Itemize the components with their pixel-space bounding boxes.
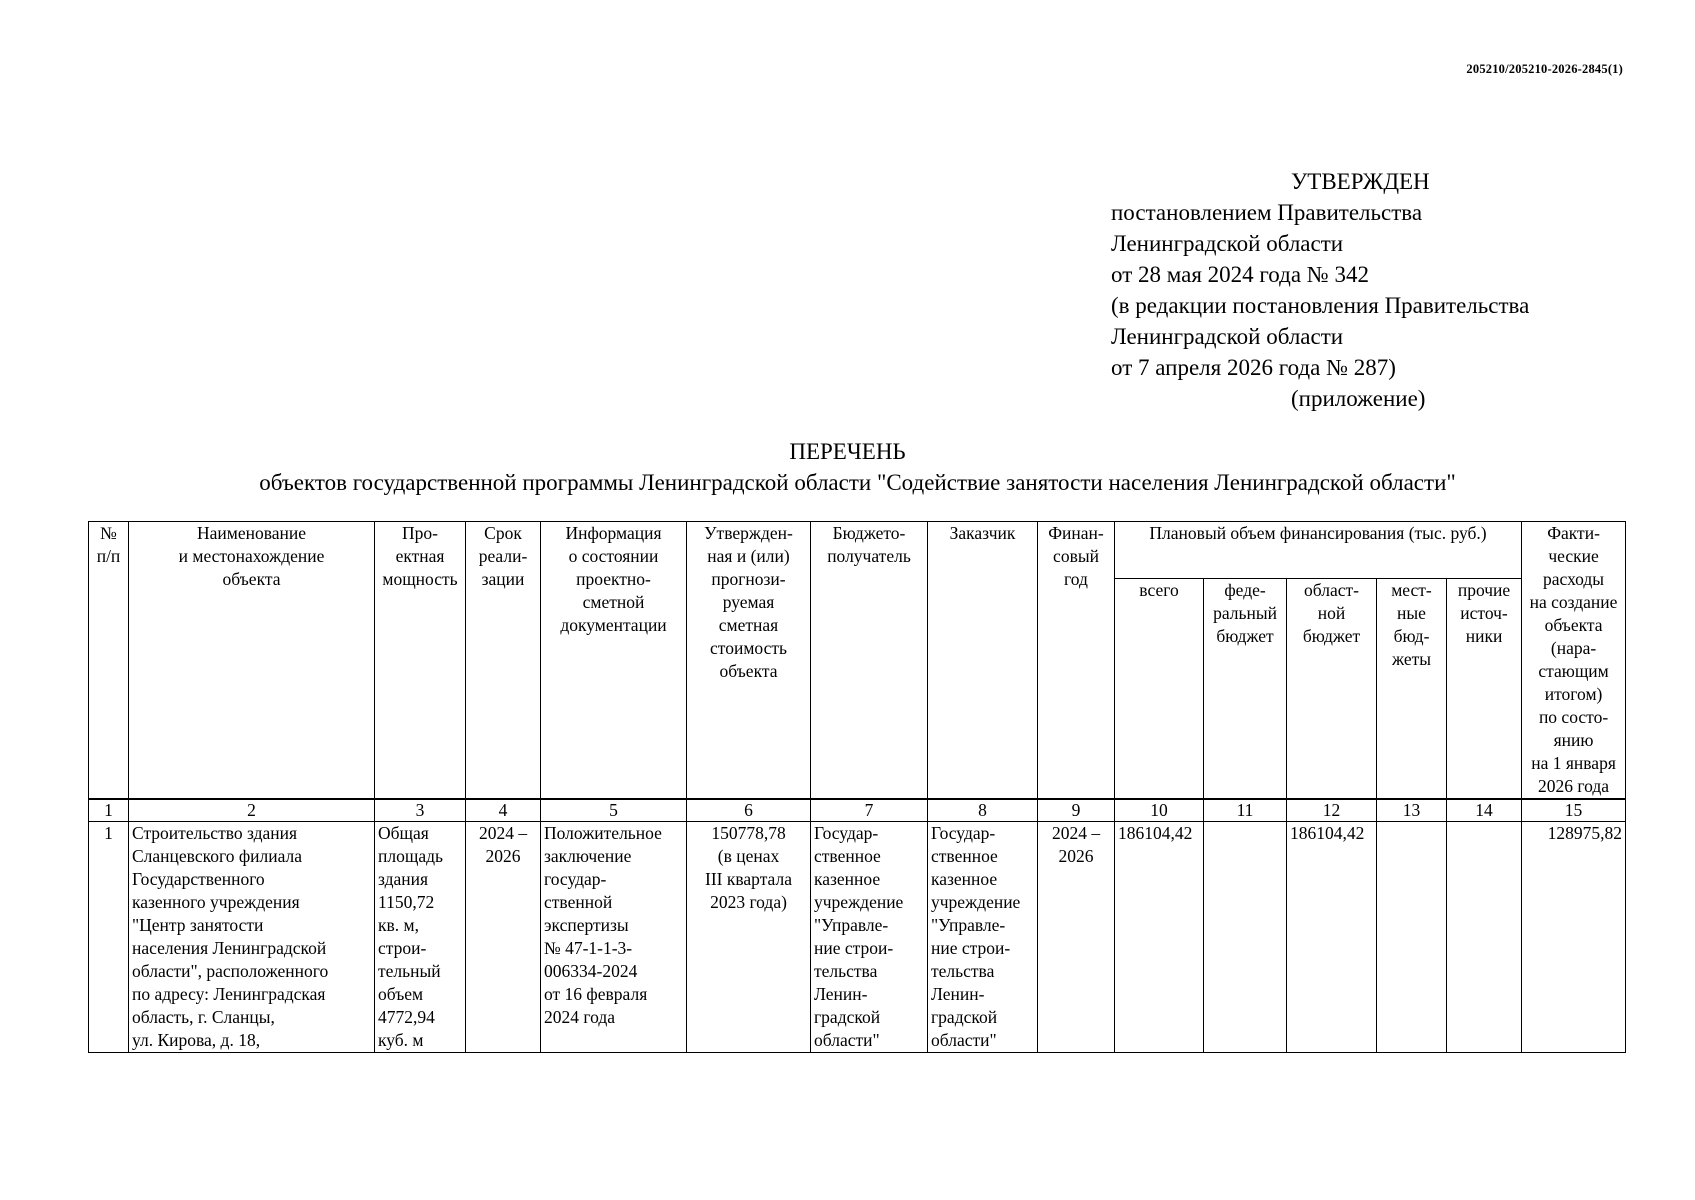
column-number: 12 [1287,799,1377,822]
row-regional: 186104,42 [1287,822,1377,1053]
header-other: прочие источ- ники [1447,578,1522,799]
approval-line-4: (в редакции постановления Правительства [1111,293,1530,318]
column-number: 1 [89,799,129,822]
row-other [1447,822,1522,1053]
objects-table [88,521,1626,1053]
column-number: 11 [1204,799,1287,822]
approval-line-6: от 7 апреля 2026 года № 287) [1111,355,1396,380]
column-number: 10 [1115,799,1204,822]
approval-line-5: Ленинградской области [1111,324,1344,349]
document-id: 205210/205210-2026-2845(1) [1466,62,1623,76]
approval-line-3: от 28 мая 2024 года № 342 [1111,262,1369,287]
row-local [1377,822,1447,1053]
header-local: мест- ные бюд- жеты [1377,578,1447,799]
column-number: 15 [1522,799,1626,822]
column-number: 14 [1447,799,1522,822]
approval-line-2: Ленинградской области [1111,231,1344,256]
column-number: 3 [375,799,466,822]
row-cost: 150778,78 (в ценах III квартала 2023 года) [687,822,811,1053]
row-term: 2024 – 2026 [466,822,541,1053]
column-number: 9 [1038,799,1115,822]
row-capacity: Общая площадь здания 1150,72 кв. м, строи- тельный объем 4772,94 куб. м [375,822,466,1053]
row-recipient: Государ- ственное казенное учреждение "Управле- ние строи- тельства Ленин- градской области" [811,822,928,1053]
header-name: Наименование и местонахождение объекта [129,522,375,800]
row-fin-year: 2024 – 2026 [1038,822,1115,1053]
header-capacity: Про- ектная мощность [375,522,466,800]
table-row [89,822,1626,1053]
column-numbers-row [89,799,1626,822]
document-title [0,436,1695,498]
column-number: 7 [811,799,928,822]
column-number: 5 [541,799,687,822]
header-fin-year: Финан- совый год [1038,522,1115,800]
row-federal [1204,822,1287,1053]
header-recipient: Бюджето- получатель [811,522,928,800]
row-actual: 128975,82 [1522,822,1626,1053]
approval-appendix: (приложение) [1291,386,1426,411]
title-heading: ПЕРЕЧЕНЬ [789,439,906,464]
header-docs-info: Информация о состоянии проектно- сметной документации [541,522,687,800]
header-federal: феде- ральный бюджет [1204,578,1287,799]
header-customer: Заказчик [928,522,1038,800]
row-num: 1 [89,822,129,1053]
column-number: 6 [687,799,811,822]
column-number: 2 [129,799,375,822]
header-total: всего [1115,578,1204,799]
column-number: 4 [466,799,541,822]
header-planned-group: Плановый объем финансирования (тыс. руб.) [1115,522,1522,579]
row-customer: Государ- ственное казенное учреждение "Управле- ние строи- тельства Ленин- градской области" [928,822,1038,1053]
approval-line-1: постановлением Правительства [1111,200,1423,225]
header-num: № п/п [89,522,129,800]
header-term: Срок реали- зации [466,522,541,800]
approval-heading: УТВЕРЖДЕН [1291,169,1430,194]
title-subheading: объектов государственной программы Ленинградской области "Содействие занятости населения Ленинградской области" [259,470,1456,495]
row-name: Строительство здания Сланцевского филиала Государственного казенного учреждения "Центр занятости населения Ленинградской области", расположенного по адресу: Ленинградская область, г. Сланцы, ул. Кирова, д. 18, [129,822,375,1053]
row-total: 186104,42 [1115,822,1204,1053]
approval-block [1111,166,1529,414]
header-cost: Утвержден- ная и (или) прогнози- руемая сметная стоимость объекта [687,522,811,800]
header-actual: Факти- ческие расходы на создание объекта (нара- стающим итогом) по состо- янию на 1 января 2026 года [1522,522,1626,800]
header-regional: област- ной бюджет [1287,578,1377,799]
header-row-top [89,522,1626,579]
column-number: 13 [1377,799,1447,822]
row-docs-info: Положительное заключение государ- ственной экспертизы № 47-1-1-3- 006334-2024 от 16 февраля 2024 года [541,822,687,1053]
column-number: 8 [928,799,1038,822]
